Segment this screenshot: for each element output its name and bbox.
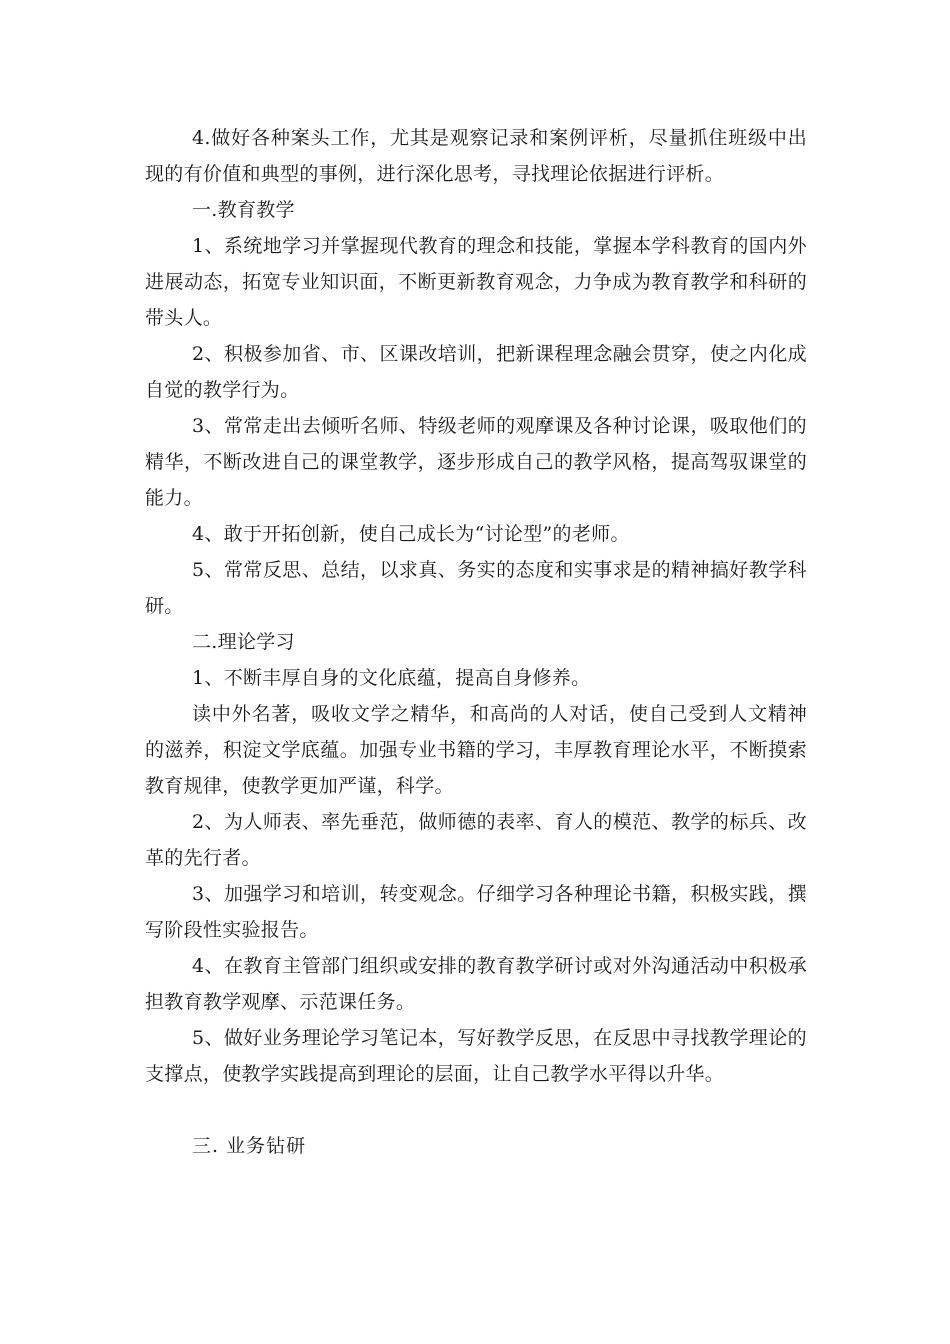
theory-item-5: 5、做好业务理论学习笔记本，写好教学反思，在反思中寻找教学理论的支撑点，使教学实践提高到理论的层面，让自己教学水平得以升华。 (145, 1027, 807, 1085)
theory-reading-paragraph: 读中外名著，吸收文学之精华，和高尚的人对话，使自己受到人文精神的滋养，积淀文学底蕴。加强专业书籍的学习，丰厚教育理论水平，不断摸索教育规律，使教学更加严谨，科学。 (145, 703, 807, 797)
section-spacer (145, 1092, 807, 1128)
section-heading-theory: 二.理论学习 (192, 631, 295, 653)
theory-item-1: 1、不断丰厚自身的文化底蕴，提高自身修养。 (192, 667, 591, 689)
section-heading-teaching: 一.教育教学 (192, 199, 295, 221)
teaching-item-5: 5、常常反思、总结，以求真、务实的态度和实事求是的精神搞好教学科研。 (145, 559, 807, 617)
intro-paragraph: 4.做好各种案头工作，尤其是观察记录和案例评析，尽量抓住班级中出现的有价值和典型的事例，进行深化思考，寻找理论依据进行评析。 (145, 127, 807, 185)
teaching-item-2: 2、积极参加省、市、区课改培训，把新课程理念融会贯穿，使之内化成自觉的教学行为。 (145, 343, 807, 401)
teaching-item-3: 3、常常走出去倾听名师、特级老师的观摩课及各种讨论课，吸取他们的精华，不断改进自己的课堂教学，逐步形成自己的教学风格，提高驾驭课堂的能力。 (145, 415, 807, 509)
section-heading-research: 三. 业务钻研 (192, 1135, 307, 1157)
theory-item-4: 4、在教育主管部门组织或安排的教育教学研讨或对外沟通活动中积极承担教育教学观摩、示范课任务。 (145, 955, 807, 1013)
teaching-item-4: 4、敢于开拓创新，使自己成长为“讨论型”的老师。 (192, 523, 630, 545)
document-body (145, 120, 807, 1164)
theory-item-2: 2、为人师表、率先垂范，做师德的表率、育人的模范、教学的标兵、改革的先行者。 (145, 811, 807, 869)
theory-item-3: 3、加强学习和培训，转变观念。仔细学习各种理论书籍，积极实践，撰写阶段性实验报告。 (145, 883, 807, 941)
teaching-item-1: 1、系统地学习并掌握现代教育的理念和技能，掌握本学科教育的国内外进展动态，拓宽专业知识面，不断更新教育观念，力争成为教育教学和科研的带头人。 (145, 235, 807, 329)
